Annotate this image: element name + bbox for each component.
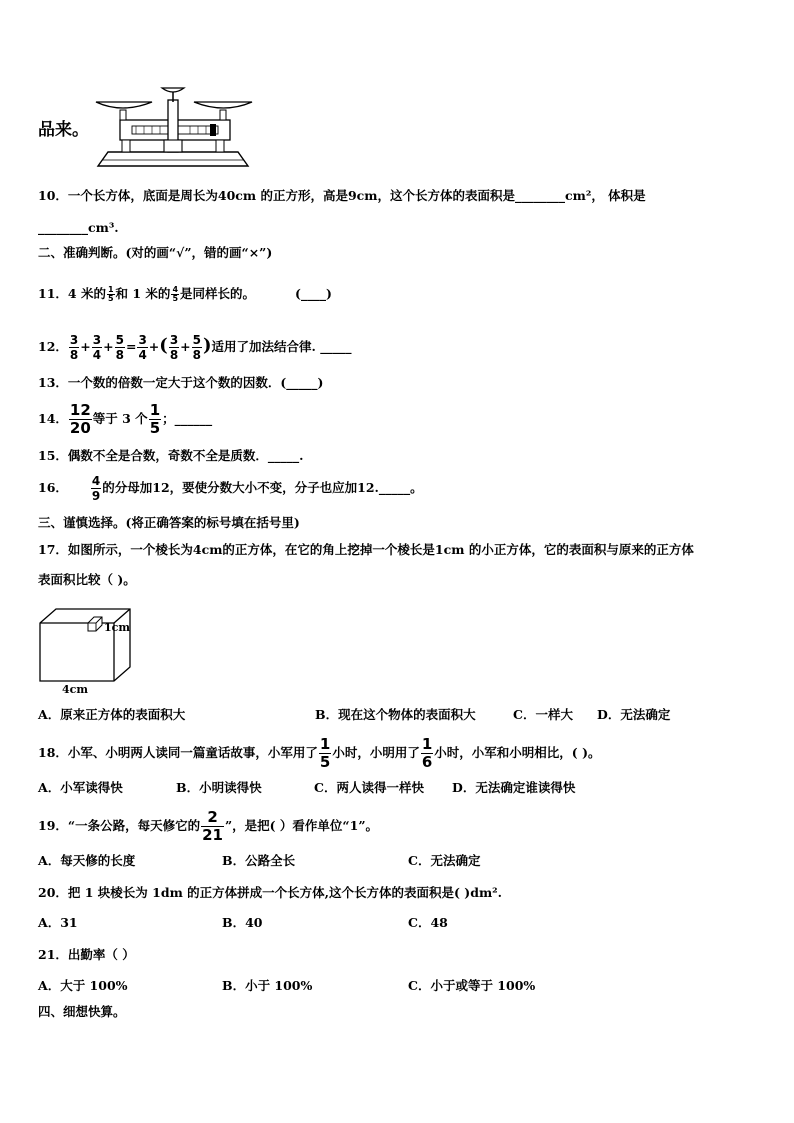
q21-option-c[interactable]: C．小于或等于 100% xyxy=(408,978,536,993)
q12-plus3: + xyxy=(148,339,160,354)
q12-term3-den: 8 xyxy=(115,348,124,362)
q18-options xyxy=(38,780,575,796)
q21-options xyxy=(38,978,535,994)
cube-figure xyxy=(36,605,136,695)
q20: 20．把 1 块棱长为 1dm 的正方体拼成一个长方体,这个长方体的表面积是( )dm². xyxy=(38,885,502,900)
q18-option-b[interactable]: B．小明读得快 xyxy=(176,780,262,795)
q16-tail: 的分母加12，要使分数大小不变，分子也应加12._____。 xyxy=(102,480,423,495)
cube-big-label: 4cm xyxy=(62,683,88,695)
q12-term6-den: 8 xyxy=(192,348,202,362)
q18-option-c[interactable]: C．两人读得一样快 xyxy=(314,780,424,795)
q18-part-b: 小时，小明用了 xyxy=(332,745,420,760)
q18-frac2-den: 6 xyxy=(421,753,433,771)
q11-frac2-den: 5 xyxy=(172,294,179,303)
balance-scale-figure xyxy=(92,80,254,170)
q17-line1: 17．如图所示，一个棱长为4cm的正方体，在它的角上挖掉一个棱长是1cm 的小正方体，它的表面积与原来的正方体 xyxy=(38,542,694,557)
q12-term5 xyxy=(169,333,179,362)
q18-frac1-num: 1 xyxy=(319,735,331,753)
q12-term4 xyxy=(137,333,147,362)
q16-frac-num: 4 xyxy=(91,474,101,488)
q14-tail: ；______ xyxy=(162,411,213,426)
q19-part-a: 19．“一条公路，每天修它的 xyxy=(38,818,201,833)
q21: 21．出勤率（ ） xyxy=(38,947,135,962)
section4-title: 四、细想快算。 xyxy=(38,1004,126,1019)
q18-option-d[interactable]: D．无法确定谁读得快 xyxy=(452,780,576,795)
q21-option-a[interactable]: A．大于 100% xyxy=(38,978,128,993)
top-tail-text: 品来。 xyxy=(38,120,89,140)
q11-answer-blank: (____) xyxy=(295,286,332,301)
q11-frac1-num: 1 xyxy=(107,285,114,294)
q11-frac2-num: 4 xyxy=(172,285,179,294)
q14-frac2 xyxy=(149,402,161,437)
q15: 15．偶数不全是合数，奇数不全是质数．_____. xyxy=(38,448,304,463)
q17-option-a[interactable]: A．原来正方体的表面积大 xyxy=(38,707,186,722)
q19 xyxy=(38,809,378,844)
q10-line2: ________cm³. xyxy=(38,220,119,235)
q20-option-b[interactable]: B．40 xyxy=(222,915,263,930)
q14-frac1-den: 20 xyxy=(69,419,91,437)
q12-equals: = xyxy=(125,339,137,354)
q12-plus4: + xyxy=(180,339,191,354)
q11-part-b: 和 1 米的 xyxy=(115,286,171,301)
q17-option-c[interactable]: C．一样大 xyxy=(513,707,573,722)
q11-frac1-den: 5 xyxy=(107,294,114,303)
q12-term4-num: 3 xyxy=(138,333,147,347)
q17-option-d[interactable]: D．无法确定 xyxy=(597,707,671,722)
q18 xyxy=(38,736,600,771)
q19-part-b: ”，是把( ）看作单位“1”。 xyxy=(224,818,379,833)
q18-frac1 xyxy=(319,736,331,771)
q18-frac2-num: 1 xyxy=(421,735,433,753)
q14-frac1 xyxy=(69,402,92,437)
section3-title: 三、谨慎选择。(将正确答案的标号填在括号里) xyxy=(38,515,300,530)
q14-frac2-den: 5 xyxy=(149,419,161,437)
q14-frac1-num: 12 xyxy=(69,401,91,419)
q13: 13．一个数的倍数一定大于这个数的因数．(_____) xyxy=(38,375,324,390)
q12-term3-num: 5 xyxy=(115,333,124,347)
q12-term4-den: 4 xyxy=(138,348,147,362)
q16-frac-den: 9 xyxy=(91,489,101,503)
q18-part-c: 小时，小军和小明相比，( )。 xyxy=(434,745,601,760)
q20-option-c[interactable]: C．48 xyxy=(408,915,448,930)
q12-term2 xyxy=(92,333,102,362)
q12-term6-num: 5 xyxy=(192,333,202,347)
q20-options xyxy=(38,915,448,931)
q14-number: 14． xyxy=(38,411,68,426)
q18-part-a: 18．小军、小明两人读同一篇童话故事，小军用了 xyxy=(38,745,318,760)
q12-plus1: + xyxy=(80,339,91,354)
q19-option-b[interactable]: B．公路全长 xyxy=(222,853,296,868)
q14-frac2-num: 1 xyxy=(149,401,161,419)
q20-option-a[interactable]: A．31 xyxy=(38,915,78,930)
q12-term2-den: 4 xyxy=(92,348,102,362)
q11-part-c: 是同样长的。 xyxy=(180,286,256,301)
q12-lparen: ( xyxy=(159,335,168,356)
q19-frac xyxy=(201,809,224,844)
q17-options xyxy=(38,707,670,723)
q16 xyxy=(38,474,423,503)
q14-mid: 等于 3 个 xyxy=(92,411,148,426)
q12-term1 xyxy=(69,333,79,362)
q12-term5-den: 8 xyxy=(169,348,179,362)
q12-term1-den: 8 xyxy=(69,348,79,362)
q18-frac2 xyxy=(421,736,433,771)
q12-number: 12． xyxy=(38,339,68,354)
q19-frac-num: 2 xyxy=(201,809,224,827)
q17-option-b[interactable]: B．现在这个物体的表面积大 xyxy=(315,707,476,722)
q18-frac1-den: 5 xyxy=(319,753,331,771)
q19-option-c[interactable]: C．无法确定 xyxy=(408,853,481,868)
cube-small-label: 1cm xyxy=(104,621,130,634)
q19-frac-den: 21 xyxy=(202,826,223,844)
q18-option-a[interactable]: A．小军读得快 xyxy=(38,780,123,795)
q11-frac2 xyxy=(171,286,179,303)
q11-part-a: 11．4 米的 xyxy=(38,286,106,301)
q12 xyxy=(38,333,352,362)
q11 xyxy=(38,286,332,303)
q10-line1: 10．一个长方体，底面是周长为40cm 的正方形，高是9cm，这个长方体的表面积是________cm²， 体积是 xyxy=(38,188,646,203)
q12-term2-num: 3 xyxy=(92,333,102,347)
q16-frac xyxy=(91,474,101,503)
q12-plus2: + xyxy=(103,339,114,354)
q12-tail: 适用了加法结合律. _____ xyxy=(211,339,352,354)
q16-number: 16． xyxy=(38,480,68,495)
q19-option-a[interactable]: A．每天修的长度 xyxy=(38,853,136,868)
q19-options xyxy=(38,853,480,869)
section2-title: 二、准确判断。(对的画“√”，错的画“×”) xyxy=(38,245,273,260)
q12-rparen: ) xyxy=(203,335,212,356)
q12-term5-num: 3 xyxy=(169,333,179,347)
q11-frac1 xyxy=(107,286,115,303)
q12-term1-num: 3 xyxy=(69,333,79,347)
q12-term6 xyxy=(192,333,202,362)
q21-option-b[interactable]: B．小于 100% xyxy=(222,978,313,993)
q17-line2: 表面积比较（ )。 xyxy=(38,572,136,587)
q12-term3 xyxy=(115,333,125,362)
q14 xyxy=(38,402,212,437)
